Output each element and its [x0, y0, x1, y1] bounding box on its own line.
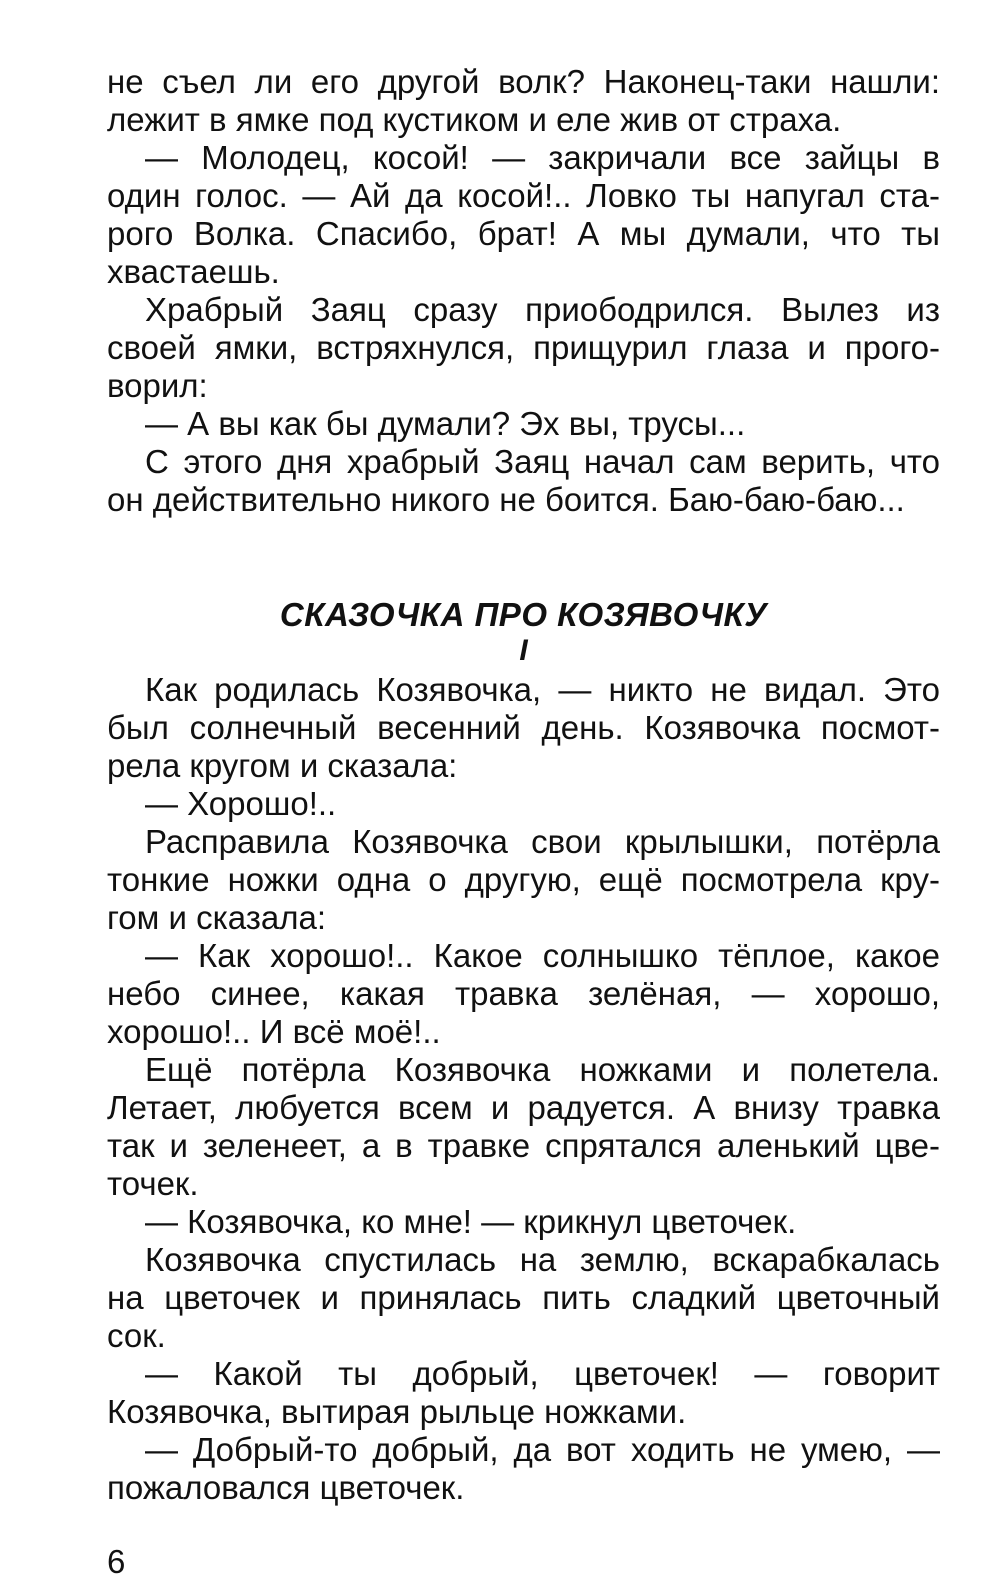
text-line: — Козявочка, ко мне! — крикнул цветочек. — [145, 1203, 797, 1240]
text-line: гом и сказала: — [107, 899, 327, 936]
text-line: Расправила Козявочка свои крылышки, потёрла — [145, 823, 940, 860]
text-line: Козявочка, вытирая рыльце ножками. — [107, 1393, 687, 1430]
text-line: не съел ли его другой волк? Наконец-таки нашли: — [107, 63, 940, 100]
text-line: ворил: — [107, 367, 208, 404]
chapter-number: I — [519, 634, 528, 667]
text-line: точек. — [107, 1165, 199, 1202]
text-line: Летает, любуется всем и радуется. А внизу травка — [107, 1089, 940, 1126]
text-line: Как родилась Козявочка, — никто не видал. Это — [145, 671, 940, 708]
text-line: один голос. — Ай да косой!.. Ловко ты напугал ста- — [107, 177, 940, 214]
text-line: — Как хорошо!.. Какое солнышко тёплое, какое — [145, 937, 940, 974]
text-line: Козявочка спустилась на землю, вскарабкалась — [145, 1241, 940, 1278]
text-line: рого Волка. Спасибо, брат! А мы думали, что ты — [107, 215, 940, 252]
text-line: Ещё потёрла Козявочка ножками и полетела. — [145, 1051, 940, 1088]
story-heading — [107, 595, 940, 667]
text-line: так и зеленеет, а в травке спрятался аленький цве- — [107, 1127, 940, 1164]
text-line: тонкие ножки одна о другую, ещё посмотрела кру- — [107, 861, 940, 898]
text-line: — Молодец, косой! — закричали все зайцы в — [145, 139, 940, 176]
story-ending-section — [107, 63, 940, 519]
text-line: пожаловался цветочек. — [107, 1469, 465, 1506]
text-line: Храбрый Заяц сразу приободрился. Вылез из — [145, 291, 940, 328]
text-line: рела кругом и сказала: — [107, 747, 458, 784]
text-line: хвастаешь. — [107, 253, 280, 290]
text-line: был солнечный весенний день. Козявочка посмот- — [107, 709, 940, 746]
text-line: на цветочек и принялась пить сладкий цветочный — [107, 1279, 940, 1316]
text-line: лежит в ямке под кустиком и еле жив от страха. — [107, 101, 842, 138]
text-line: — Какой ты добрый, цветочек! — говорит — [145, 1355, 940, 1392]
story-title: СКАЗОЧКА ПРО КОЗЯВОЧКУ — [279, 596, 768, 633]
page-number: 6 — [107, 1543, 126, 1580]
text-line: сок. — [107, 1317, 166, 1354]
book-page — [107, 63, 940, 1507]
text-line: — Хорошо!.. — [145, 785, 337, 822]
text-line: своей ямки, встряхнулся, прищурил глаза и прого- — [107, 329, 940, 366]
text-line: — А вы как бы думали? Эх вы, трусы... — [145, 405, 746, 442]
text-line: небо синее, какая травка зелёная, — хорошо, — [107, 975, 940, 1012]
text-line: хорошо!.. И всё моё!.. — [107, 1013, 441, 1050]
text-line: С этого дня храбрый Заяц начал сам верить, что — [145, 443, 940, 480]
text-line: он действительно никого не боится. Баю-баю-баю... — [107, 481, 905, 518]
story-body-section — [107, 671, 940, 1507]
text-line: — Добрый-то добрый, да вот ходить не умею, — — [145, 1431, 940, 1468]
